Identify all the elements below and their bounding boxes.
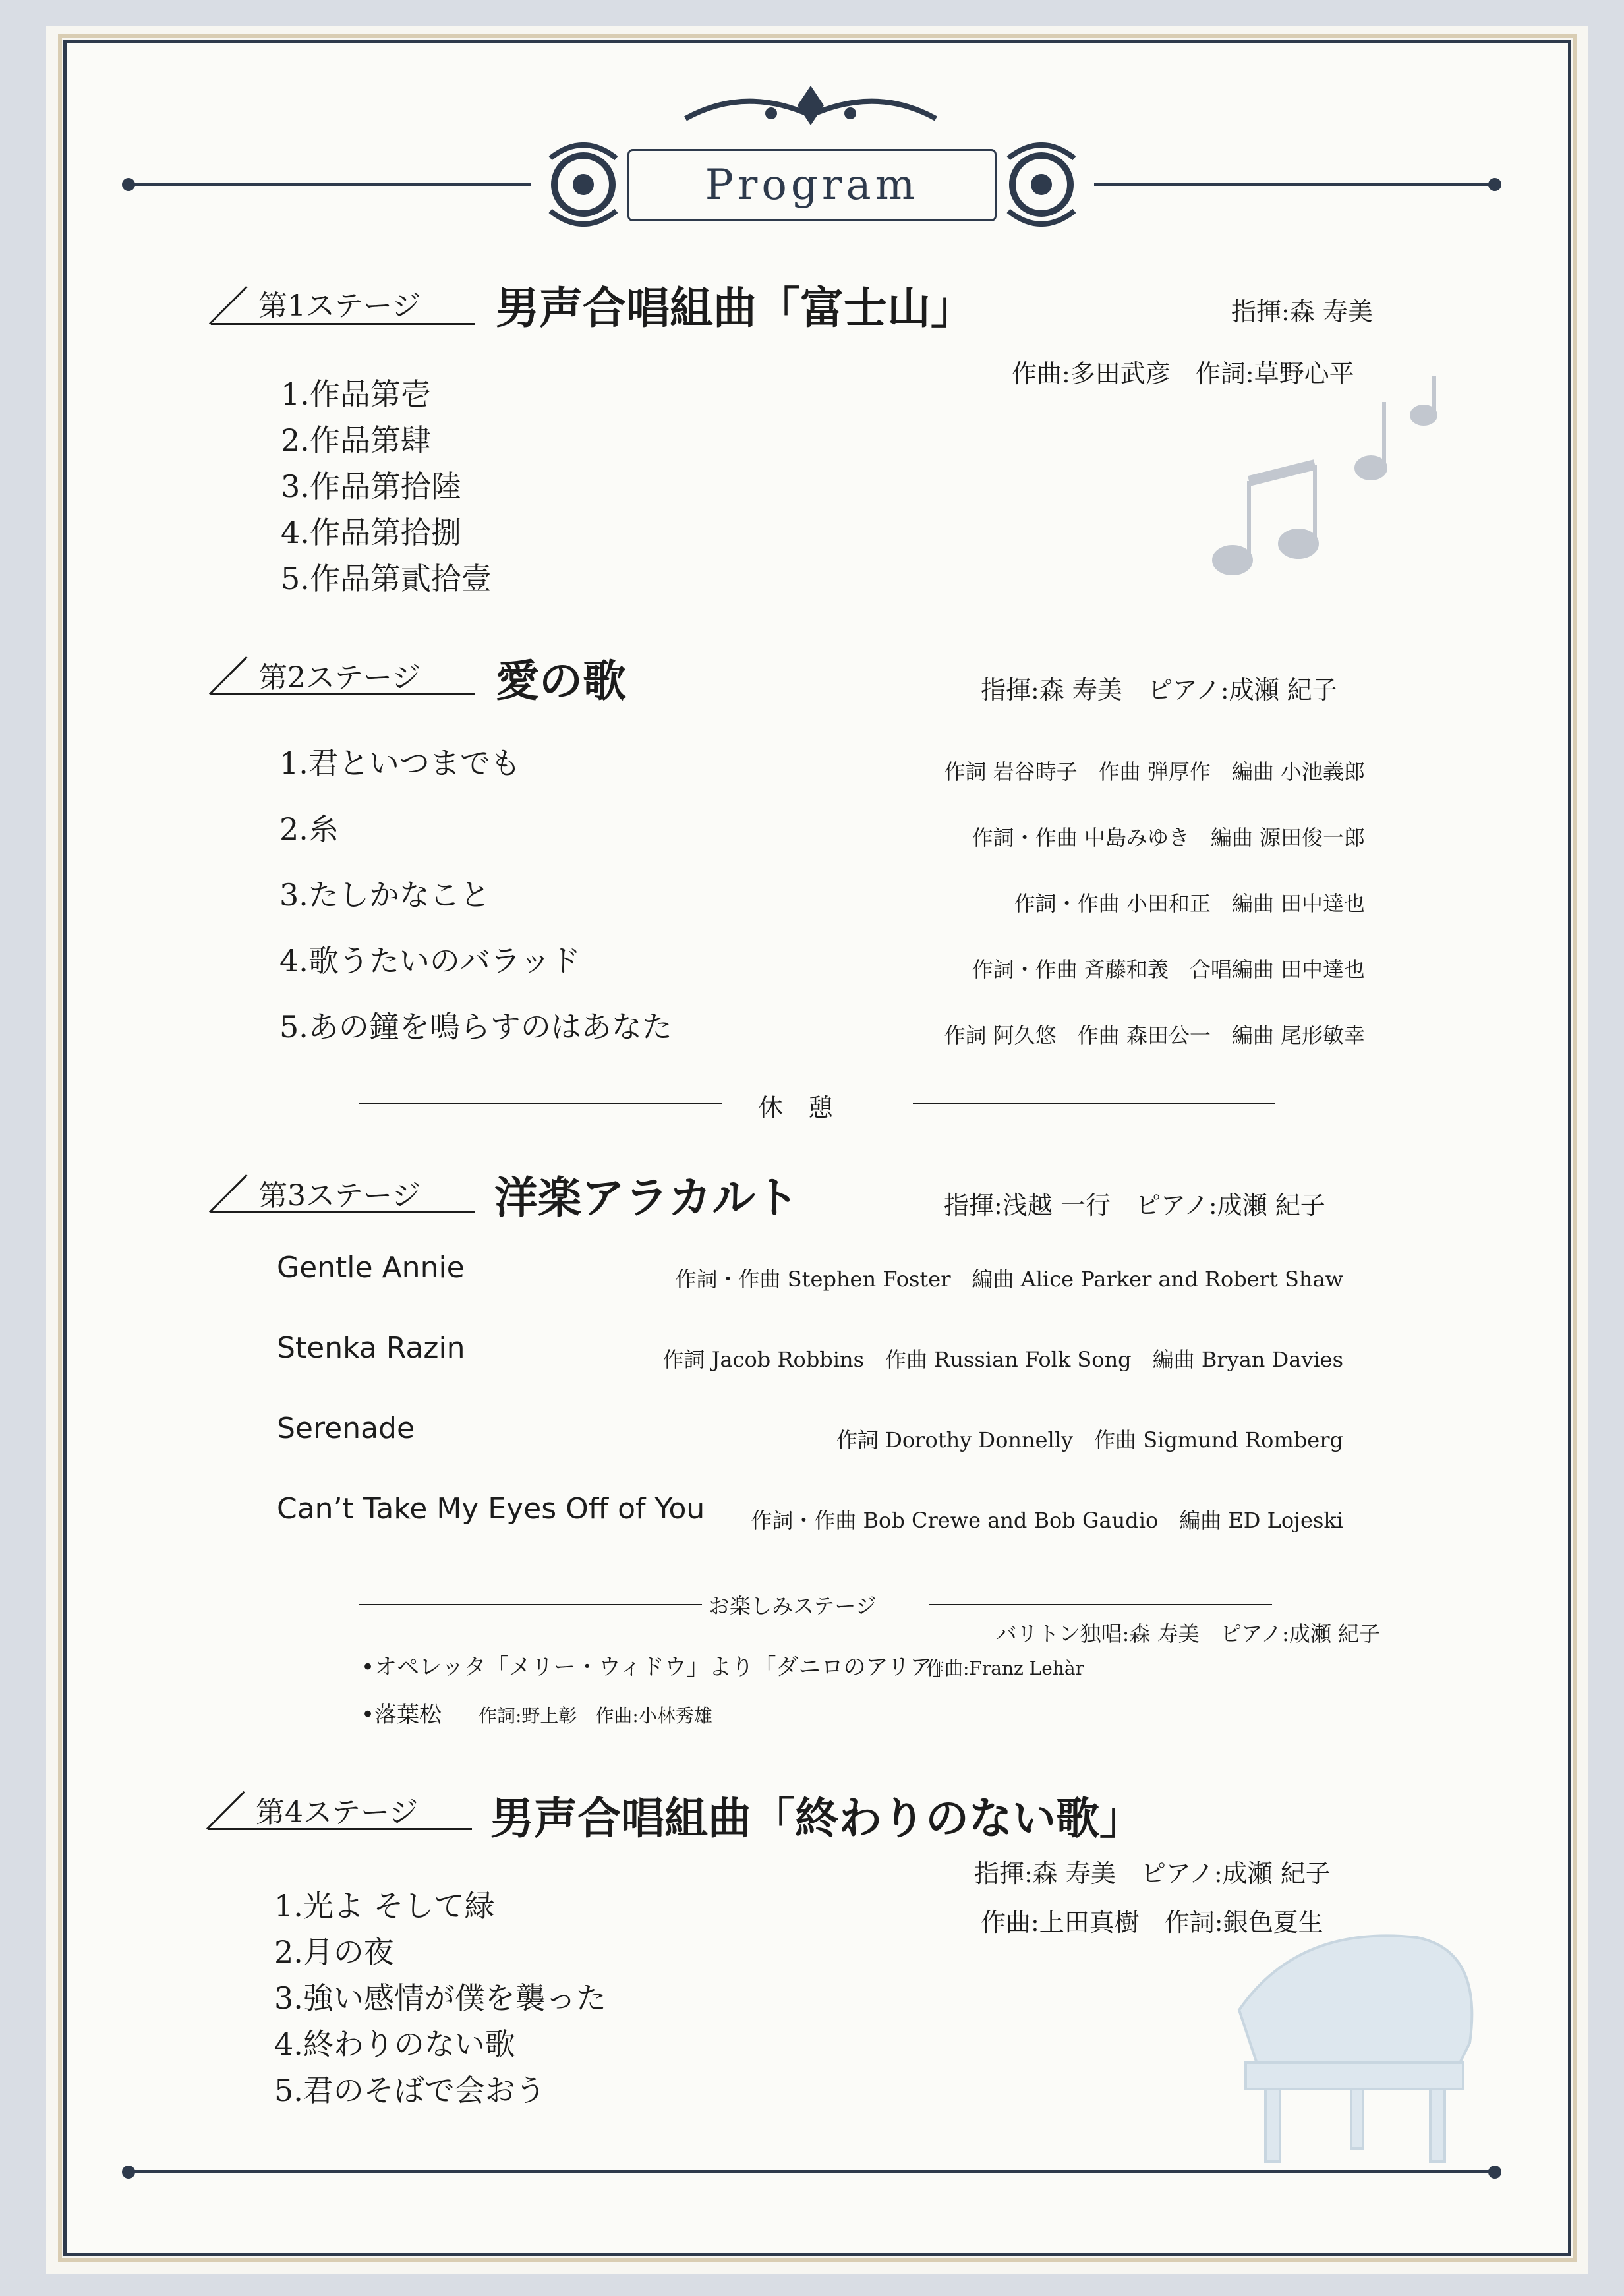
stage1-conductor: 指揮:森 寿美: [1231, 297, 1373, 326]
stage2-song-1-title: 1.君といつまでも: [279, 745, 521, 781]
stage3-song-1-title: Gentle Annie: [277, 1251, 465, 1284]
stage2-label: 第2ステージ: [258, 661, 421, 695]
stage2-song-3-credit: 作詞・作曲 小田和正 編曲 田中達也: [1014, 891, 1365, 916]
stage3-song-1-credit: 作詞・作曲 Stephen Foster 編曲 Alice Parker and Robert Shaw: [675, 1267, 1343, 1292]
stage3-song-2-title: Stenka Razin: [277, 1331, 465, 1365]
stage4-conductor: 指揮:森 寿美 ピアノ:成瀬 紀子: [974, 1859, 1331, 1888]
stage4-song-4: 4.終わりのない歌: [274, 2026, 515, 2062]
stage2-conductor: 指揮:森 寿美 ピアノ:成瀬 紀子: [981, 675, 1337, 704]
stage4-song-3: 3.強い感情が僕を襲った: [274, 1980, 606, 2016]
stage1-song-4: 4.作品第拾捌: [281, 515, 461, 550]
stage1-song-1: 1.作品第壱: [281, 376, 431, 412]
stage1-title: 男声合唱組曲「富士山」: [496, 282, 974, 333]
header-scroll-right-ornament: [995, 132, 1094, 237]
bonus-rule-right: [929, 1604, 1272, 1605]
stage1-label: 第1ステージ: [258, 289, 421, 323]
intermission-rule-right: [913, 1103, 1275, 1104]
bonus-item-1-credit: 作曲:Franz Lehàr: [926, 1657, 1084, 1679]
top-flourish-ornament: [672, 79, 949, 138]
bonus-item-2-credit: 作詞:野上彰 作曲:小林秀雄: [478, 1705, 712, 1727]
stage1-song-2: 2.作品第肆: [281, 422, 431, 458]
stage2-song-1-credit: 作詞 岩谷時子 作曲 弾厚作 編曲 小池義郎: [944, 759, 1365, 784]
header-line-right-dot: [1488, 178, 1501, 191]
bonus-label: お楽しみステージ: [709, 1593, 877, 1619]
stage1-song-3: 3.作品第拾陸: [281, 469, 461, 504]
stage2-song-4-credit: 作詞・作曲 斉藤和義 合唱編曲 田中達也: [972, 957, 1365, 982]
footer-line-right-dot: [1488, 2166, 1501, 2179]
stage3-song-4-credit: 作詞・作曲 Bob Crewe and Bob Gaudio 編曲 ED Lojeski: [751, 1508, 1343, 1533]
stage2-song-3-title: 3.たしかなこと: [279, 877, 490, 913]
stage3-title: 洋楽アラカルト: [494, 1172, 799, 1223]
stage3-song-4-title: Can’t Take My Eyes Off of You: [277, 1492, 705, 1526]
header-line-right: [1094, 183, 1493, 186]
stage3-conductor: 指揮:浅越 一行 ピアノ:成瀬 紀子: [944, 1191, 1325, 1220]
program-title: Program: [627, 149, 997, 221]
music-notes-icon: [1193, 376, 1470, 606]
stage4-song-5: 5.君のそばで会おう: [274, 2073, 546, 2108]
stage1-credits: 作曲:多田武彦 作詞:草野心平: [1012, 359, 1354, 388]
stage1-song-5: 5.作品第貳拾壹: [281, 561, 492, 596]
stage4-title: 男声合唱組曲「終わりのない歌」: [490, 1793, 1143, 1844]
stage4-credits: 作曲:上田真樹 作詞:銀色夏生: [981, 1908, 1323, 1937]
stage2-title: 愛の歌: [496, 655, 626, 706]
bonus-performers: バリトン独唱:森 寿美 ピアノ:成瀬 紀子: [995, 1621, 1380, 1646]
stage2-song-5-title: 5.あの鐘を鳴らすのはあなた: [279, 1009, 672, 1045]
header-line-left: [129, 183, 531, 186]
stage4-song-1: 1.光よ そして緑: [274, 1888, 495, 1924]
grand-piano-icon: [1219, 1898, 1496, 2175]
bonus-item-2-title: •落葉松: [361, 1702, 442, 1728]
footer-line: [129, 2170, 1493, 2173]
bonus-item-1-title: •オペレッタ「メリー・ウィドウ」より「ダニロのアリア」: [361, 1654, 955, 1680]
bonus-rule-left: [359, 1604, 702, 1605]
stage2-song-5-credit: 作詞 阿久悠 作曲 森田公一 編曲 尾形敏幸: [944, 1023, 1365, 1048]
stage3-song-3-title: Serenade: [277, 1412, 415, 1445]
stage3-song-3-credit: 作詞 Dorothy Donnelly 作曲 Sigmund Romberg: [836, 1427, 1343, 1452]
intermission-rule-left: [359, 1103, 722, 1104]
stage4-song-2: 2.月の夜: [274, 1934, 394, 1970]
stage2-song-2-credit: 作詞・作曲 中島みゆき 編曲 源田俊一郎: [972, 825, 1365, 850]
stage4-label: 第4ステージ: [256, 1796, 419, 1829]
stage2-song-4-title: 4.歌うたいのバラッド: [279, 943, 581, 979]
stage3-song-2-credit: 作詞 Jacob Robbins 作曲 Russian Folk Song 編曲 Bryan Davies: [662, 1347, 1343, 1372]
stage3-label: 第3ステージ: [258, 1179, 421, 1213]
stage2-song-2-title: 2.糸: [279, 811, 339, 847]
intermission-label: 休 憩: [758, 1093, 834, 1122]
header-scroll-left-ornament: [531, 132, 629, 237]
